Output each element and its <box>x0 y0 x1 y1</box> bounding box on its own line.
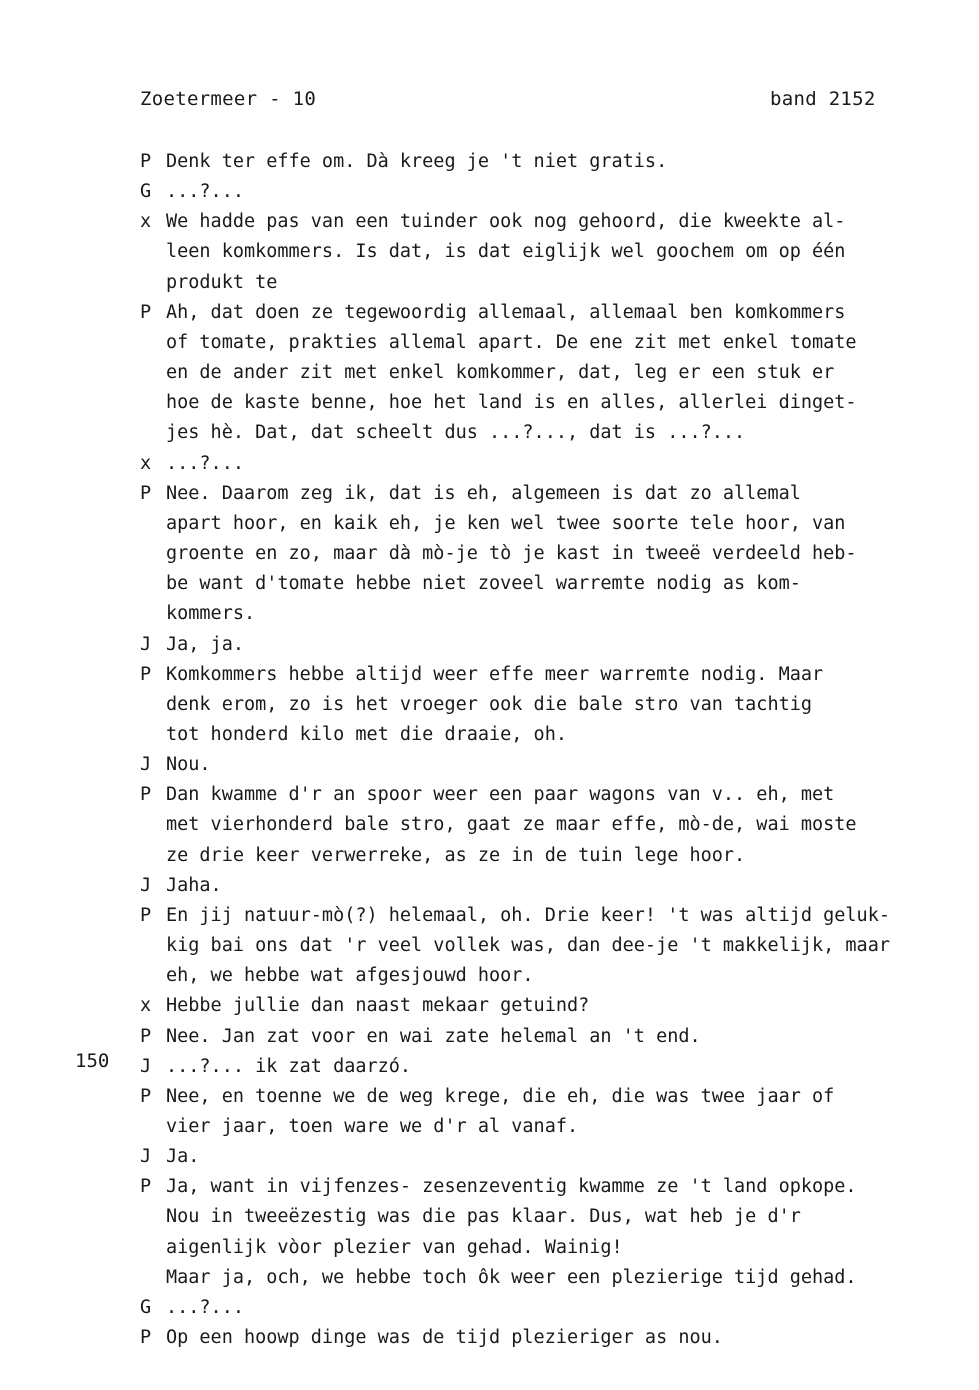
utterance-line: leen komkommers. Is dat, is dat eiglijk wel goochem om op één <box>166 241 846 263</box>
utterance-line: Nee, en toenne we de weg krege, die eh, die was twee jaar of <box>166 1085 835 1107</box>
speaker-label: J <box>140 633 152 655</box>
utterance-text <box>166 780 970 870</box>
transcript-entry <box>140 991 970 1021</box>
speaker-label: x <box>140 452 152 474</box>
utterance-line: apart hoor, en kaik eh, je ken wel twee soorte tele hoor, van <box>166 512 846 534</box>
transcript-entry <box>140 750 970 780</box>
speaker-label: J <box>140 1055 152 1077</box>
speaker-label: P <box>140 1176 152 1198</box>
utterance-text <box>166 991 970 1021</box>
utterance-text <box>166 298 970 449</box>
utterance-line: met vierhonderd bale stro, gaat ze maar effe, mò-de, wai moste <box>166 814 857 836</box>
utterance-text <box>166 1022 970 1052</box>
utterance-text <box>166 1142 970 1172</box>
utterance-line: Hebbe jullie dan naast mekaar getuind? <box>166 995 590 1017</box>
utterance-line: Ah, dat doen ze tegewoordig allemaal, allemaal ben komkommers <box>166 301 846 323</box>
utterance-line: Nee. Daarom zeg ik, dat is eh, algemeen is dat zo allemal <box>166 482 801 504</box>
utterance-line: Nou. <box>166 754 211 776</box>
utterance-line: En jij natuur-mò(?) helemaal, oh. Drie keer! 't was altijd geluk- <box>166 904 890 926</box>
utterance-line: Maar ja, och, we hebbe toch ôk weer een plezierige tijd gehad. <box>166 1266 857 1288</box>
document-title: Zoetermeer - 10 <box>140 88 317 110</box>
utterance-text <box>166 871 970 901</box>
utterance-text <box>166 1172 970 1293</box>
tape-number: band 2152 <box>770 88 876 110</box>
speaker-label: J <box>140 1146 152 1168</box>
utterance-line: ...?... ik zat daarzó. <box>166 1055 412 1077</box>
utterance-line: vier jaar, toen ware we d'r al vanaf. <box>166 1116 579 1137</box>
margin-line-number: 150 <box>75 1050 110 1072</box>
transcript-entry <box>140 449 970 479</box>
utterance-line: of tomate, prakties allemal apart. De ene zit met enkel tomate <box>166 331 857 353</box>
utterance-text <box>166 750 970 780</box>
utterance-text <box>166 1323 970 1353</box>
speaker-label: P <box>140 151 152 172</box>
transcript-entry <box>140 177 970 207</box>
utterance-text <box>166 1052 970 1082</box>
transcript-entry <box>140 780 970 870</box>
speaker-label: x <box>140 211 152 233</box>
transcript-entry <box>140 147 970 177</box>
transcript-entry <box>140 1142 970 1172</box>
utterance-line: Nou in tweeëzestig was die pas klaar. Dus, wat heb je d'r <box>166 1206 801 1228</box>
speaker-label: P <box>140 904 152 926</box>
utterance-line: Ja. <box>166 1146 200 1168</box>
utterance-line: produkt te <box>166 271 278 293</box>
utterance-text <box>166 901 970 991</box>
utterance-line: Op een hoowp dinge was de tijd plezieriger as nou. <box>166 1327 723 1349</box>
transcript-entry <box>140 1323 970 1353</box>
utterance-line: eh, we hebbe wat afgesjouwd hoor. <box>166 965 534 987</box>
utterance-line: hoe de kaste benne, hoe het land is en alles, allerlei dinget- <box>166 392 857 414</box>
utterance-line: groente en zo, maar dà mò-je tò je kast in tweeë verdeeld heb- <box>166 543 857 565</box>
utterance-line: kig bai ons dat 'r veel vollek was, dan dee-je 't makkelijk, maar <box>166 935 890 957</box>
utterance-line: Jaha. <box>166 874 222 896</box>
transcript-entry <box>140 660 970 750</box>
utterance-line: denk erom, zo is het vroeger ook die bale stro van tachtig <box>166 693 813 715</box>
utterance-text <box>166 1082 970 1142</box>
transcript-entry <box>140 1022 970 1052</box>
speaker-label: P <box>140 301 152 323</box>
transcript-entry <box>140 1293 970 1323</box>
utterance-line: Denk ter effe om. Dà kreeg je 't niet gratis. <box>166 151 668 172</box>
utterance-line: Ja, want in vijfenzes- zesenzeventig kwamme ze 't land opkope. <box>166 1176 857 1198</box>
utterance-line: We hadde pas van een tuinder ook nog gehoord, die kweekte al- <box>166 211 846 233</box>
transcript-entry <box>140 479 970 630</box>
transcript-entry <box>140 1172 970 1293</box>
utterance-line: ...?... <box>166 452 244 474</box>
speaker-label: P <box>140 1327 152 1349</box>
utterance-line: ...?... <box>166 181 244 203</box>
speaker-label: G <box>140 1296 152 1318</box>
utterance-line: kommers. <box>166 603 256 625</box>
transcript-entry <box>140 1052 970 1082</box>
utterance-line: Ja, ja. <box>166 633 244 655</box>
transcript-body <box>140 147 970 1353</box>
utterance-text <box>166 177 970 207</box>
speaker-label: J <box>140 754 152 776</box>
transcript-entry <box>140 1082 970 1142</box>
utterance-text <box>166 1293 970 1323</box>
utterance-line: jes hè. Dat, dat scheelt dus ...?..., dat is ...?... <box>166 422 746 444</box>
utterance-text <box>166 479 970 630</box>
transcript-entry <box>140 630 970 660</box>
utterance-line: Dan kwamme d'r an spoor weer een paar wagons van v.. eh, met <box>166 784 835 806</box>
utterance-text <box>166 630 970 660</box>
utterance-line: aigenlijk vòor plezier van gehad. Wainig! <box>166 1236 623 1258</box>
speaker-label: P <box>140 482 152 504</box>
transcript-entry <box>140 901 970 991</box>
utterance-line: Nee. Jan zat voor en wai zate helemal an 't end. <box>166 1025 701 1047</box>
speaker-label: G <box>140 181 152 203</box>
speaker-label: P <box>140 1025 152 1047</box>
speaker-label: P <box>140 1085 152 1107</box>
utterance-line: ...?... <box>166 1296 244 1318</box>
utterance-line: Komkommers hebbe altijd weer effe meer warremte nodig. Maar <box>166 663 824 685</box>
utterance-line: ze drie keer verwerreke, as ze in de tuin lege hoor. <box>166 844 746 866</box>
speaker-label: P <box>140 663 152 685</box>
speaker-label: P <box>140 784 152 806</box>
utterance-text <box>166 147 970 177</box>
utterance-line: tot honderd kilo met die draaie, oh. <box>166 723 567 745</box>
utterance-text <box>166 449 970 479</box>
transcript-entry <box>140 207 970 297</box>
speaker-label: J <box>140 874 152 896</box>
utterance-line: be want d'tomate hebbe niet zoveel warremte nodig as kom- <box>166 573 801 595</box>
transcript-entry <box>140 871 970 901</box>
utterance-text <box>166 660 970 750</box>
utterance-text <box>166 207 970 297</box>
utterance-line: en de ander zit met enkel komkommer, dat, leg er een stuk er <box>166 362 835 384</box>
speaker-label: x <box>140 995 152 1017</box>
transcript-entry <box>140 298 970 449</box>
